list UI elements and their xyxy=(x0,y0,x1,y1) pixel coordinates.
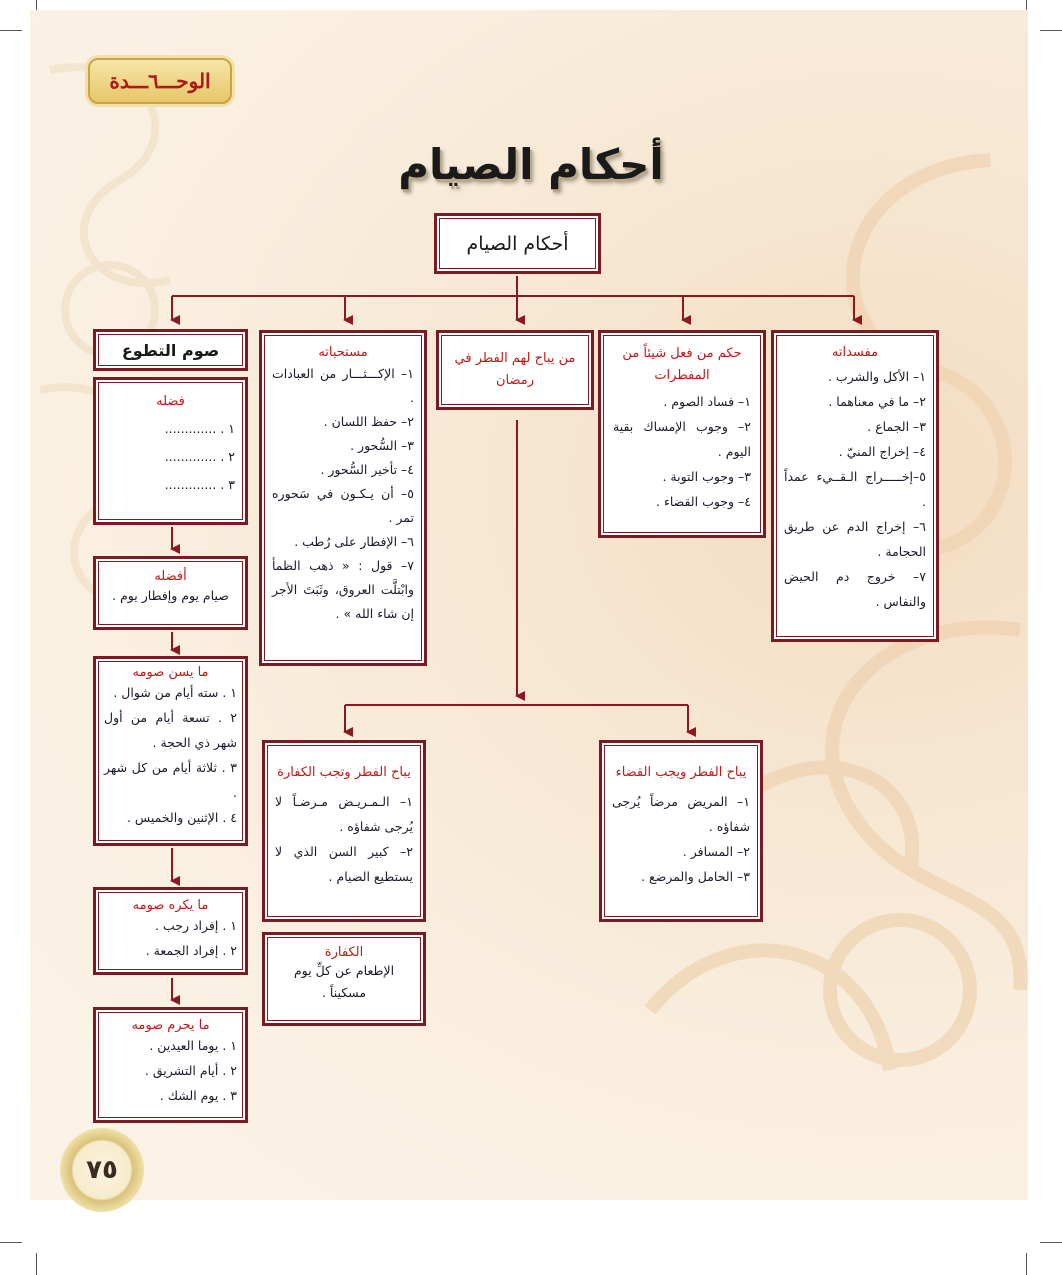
list-item: ٤ . الإثنين والخميس . xyxy=(126,810,237,825)
qada-box xyxy=(599,740,763,922)
yahrum-box xyxy=(93,1007,248,1123)
list-item: ٣– الجماع . xyxy=(867,419,926,434)
list-item: ٥– أن يـكـون في سَحوره تمر . xyxy=(272,486,414,525)
yahrum-list xyxy=(104,1033,237,1108)
kaffara-box xyxy=(262,932,426,1026)
list-item: ٤– إخراج المنيّ . xyxy=(838,444,926,459)
yusan-box xyxy=(93,656,248,846)
list-item: ١ . سته أيام من شوال . xyxy=(113,685,237,700)
afdal-heading: أفضله xyxy=(154,569,187,584)
fadl-heading: فضله xyxy=(156,394,185,409)
hukm-list xyxy=(613,389,751,514)
list-item: ١– الأكل والشرب . xyxy=(827,369,926,384)
root-box: أحكام الصيام xyxy=(434,213,601,274)
list-item: ١– الـمـريـض مـرضـاً لا يُرجى شفاؤه . xyxy=(275,794,413,834)
list-item: ٤– وجوب القضاء . xyxy=(656,494,751,509)
list-item: ٤– تأخير السُّحور . xyxy=(320,462,414,477)
list-item: ٧– قول : « ذهب الظمأ وابْتلَّت العروق، وثَبَتَ الأجر إن شاء الله » . xyxy=(272,558,414,621)
list-item: ٢ . إفراد الجمعة . xyxy=(145,943,237,958)
list-item: ٣– وجوب التوبة . xyxy=(662,469,751,484)
kaffara-heading: الكفارة xyxy=(324,945,364,960)
mustahabbat-heading: مستحباته xyxy=(318,345,368,360)
yukrah-list xyxy=(104,913,237,963)
list-item: ١– فساد الصوم . xyxy=(663,394,751,409)
mufsidat-list xyxy=(784,364,926,614)
kaffara-text: الإطعام عن كلِّ يوم مسكيناً . xyxy=(293,963,395,1000)
hukm-heading: حكم من فعل شيئاً من المفطرات xyxy=(622,346,742,383)
mustahabbat-list xyxy=(272,362,414,626)
kaffara-case-heading: يباح الفطر وتجب الكفارة xyxy=(277,765,411,780)
list-item: ١ . إفراد رجب . xyxy=(155,918,237,933)
yusan-list xyxy=(104,680,237,830)
list-item: ٢ . ............. xyxy=(164,449,235,464)
list-item: ١ . ............. xyxy=(164,421,235,436)
list-item: ٢ . تسعة أيام من أول شهر ذي الحجة . xyxy=(104,710,237,750)
list-item: ٦– إخراج الدم عن طريق الحجامة . xyxy=(784,519,926,559)
list-item: ٣ . ............. xyxy=(164,477,235,492)
list-item: ٣ . ثلاثة أيام من كل شهر . xyxy=(104,760,237,800)
mufsidat-heading: مفسداته xyxy=(831,345,879,360)
afdal-box xyxy=(93,556,248,630)
list-item: ٥–إخـــــراج الـقــيء عمداً . xyxy=(784,469,926,509)
list-item: ٣ . يوم الشك . xyxy=(159,1088,237,1103)
page-title: أحكام الصيام xyxy=(398,140,664,189)
list-item: ٧– خروج دم الحيض والنفاس . xyxy=(784,569,926,609)
unit-badge: الوحـــ٦ـــدة xyxy=(88,58,232,104)
qada-heading: يباح الفطر ويجب القضاء xyxy=(615,765,747,780)
list-item: ٢ . أيام التشريق . xyxy=(144,1063,237,1078)
yubah-box xyxy=(436,330,594,410)
afdal-text: صيام يوم وإفطار يوم . xyxy=(112,588,229,603)
list-item: ٣– الحامل والمرضع . xyxy=(641,869,750,884)
list-item: ٢– وجوب الإمساك بقية اليوم . xyxy=(613,419,751,459)
mufsidat-box xyxy=(771,330,939,642)
yahrum-heading: ما يحرم صومه xyxy=(131,1018,210,1033)
yukrah-heading: ما يكره صومه xyxy=(132,898,209,913)
kaffara-case-box xyxy=(262,740,426,922)
list-item: ١ . يوما العيدين . xyxy=(149,1038,237,1053)
list-item: ٣– السُّحور . xyxy=(350,438,414,453)
list-item: ٢– ما في معناهما . xyxy=(828,394,926,409)
page-number: ٧٥ xyxy=(60,1128,144,1212)
list-item: ٢– المسافر . xyxy=(682,844,750,859)
fadl-list xyxy=(106,415,235,499)
fadl-box xyxy=(93,377,248,525)
yukrah-box xyxy=(93,887,248,975)
list-item: ٢– حفظ اللسان . xyxy=(323,414,414,429)
list-item: ١– الإكـــثـــار من العبادات . xyxy=(272,366,414,405)
kaffara-case-list xyxy=(275,789,413,889)
yubah-heading: من يباح لهم الفطر في رمضان xyxy=(454,351,576,388)
mustahabbat-box xyxy=(259,330,427,666)
qada-list xyxy=(612,789,750,889)
hukm-box xyxy=(598,330,766,538)
list-item: ٢– كبير السن الذي لا يستطيع الصيام . xyxy=(275,844,413,884)
list-item: ٦– الإفطار على رُطب . xyxy=(294,534,414,549)
yusan-heading: ما يسن صومه xyxy=(132,665,209,680)
list-item: ١– المريض مرضاً يُرجى شفاؤه . xyxy=(612,794,750,834)
sawm-title-box: صوم التطوع xyxy=(93,329,248,371)
